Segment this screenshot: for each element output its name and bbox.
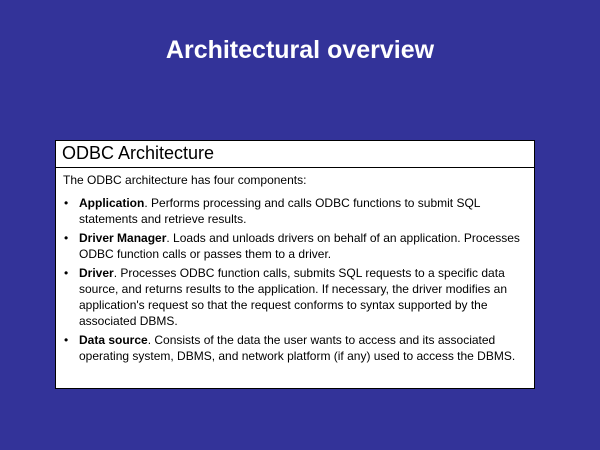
component-term: Driver Manager xyxy=(79,231,167,245)
component-term: Application xyxy=(79,196,145,210)
bullet-icon: • xyxy=(64,333,69,347)
bullet-icon: • xyxy=(64,196,69,210)
list-item-driver xyxy=(63,265,526,329)
component-list xyxy=(63,195,526,364)
list-item-application xyxy=(63,195,526,227)
component-term: Driver xyxy=(79,266,114,280)
component-description: . Performs processing and calls ODBC functions to submit SQL statements and retrieve results. xyxy=(79,196,481,226)
panel-body xyxy=(56,168,534,364)
component-description: . Loads and unloads drivers on behalf of an application. Processes ODBC function calls or passes them to a driver. xyxy=(79,231,520,261)
list-item-data-source xyxy=(63,332,526,364)
bullet-icon: • xyxy=(64,266,69,280)
component-description: . Processes ODBC function calls, submits SQL requests to a specific data source, and returns results to the application. If necessary, the driver modifies an application's request so that the request conforms to syntax supported by the associated DBMS. xyxy=(79,266,507,328)
slide-title: Architectural overview xyxy=(165,36,435,64)
panel-heading: ODBC Architecture xyxy=(56,141,534,168)
intro-text: The ODBC architecture has four components: xyxy=(63,173,307,187)
component-description: . Consists of the data the user wants to access and its associated operating system, DBMS, and network platform (if any) used to access the DBMS. xyxy=(79,333,516,363)
list-item-driver-manager xyxy=(63,230,526,262)
bullet-icon: • xyxy=(64,231,69,245)
odbc-architecture-panel xyxy=(55,140,535,389)
component-term: Data source xyxy=(79,333,148,347)
